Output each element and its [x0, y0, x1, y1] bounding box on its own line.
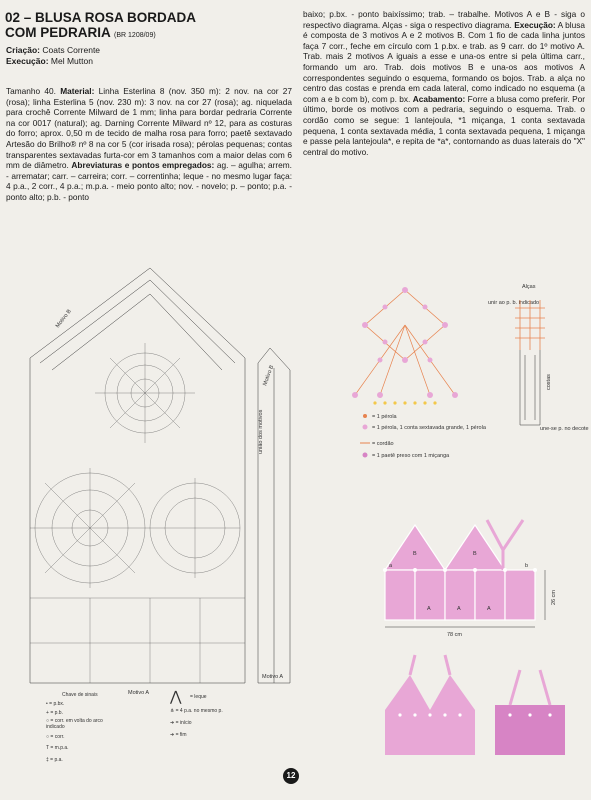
svg-text:A: A: [457, 606, 461, 612]
finished-top-illustration: [370, 655, 580, 760]
legend-fan-icon: ⋀: [170, 688, 182, 704]
label-ate-note: une-se p. no decote: [540, 426, 589, 432]
legend-end-icon: ➜: [170, 732, 175, 738]
bead-yellow-dots: [373, 401, 436, 404]
title-line-2: COM PEDRARIA: [5, 25, 111, 40]
legend-title: Chave de sinais: [62, 692, 98, 698]
svg-text:= 1 pérola, 1 conta sextavada: = 1 pérola, 1 conta sextavada grande, 1 pérola: [372, 425, 486, 431]
svg-text:= 1 pérola: = 1 pérola: [372, 414, 397, 420]
stitch-legend: Chave de sinais • = p.bx. + = p.b. ○ = corr. em volta do arco indicado ○ = corr. T = m.p.a. ‡ = p.a. ⋀ = leque ⋔ = 4 p.a. no mesmo p. ➜ = início ➜ = fim: [46, 688, 223, 763]
motivo-b-outline: [30, 268, 245, 683]
pattern-title: [5, 10, 295, 43]
svg-text:A: A: [427, 606, 431, 612]
label-motivo-a-2: Motivo A: [262, 674, 284, 680]
legend-pbx-icon: •: [46, 701, 48, 707]
label-costas: costas: [546, 374, 552, 390]
strap-beads: [515, 300, 545, 350]
legend-pa-icon: ‡: [46, 757, 49, 763]
bead-motif-lines: [355, 290, 455, 395]
motivo-a-radial-left: [30, 468, 150, 588]
instructions-section: baixo; p.bx. - ponto baixíssimo; trab. – trabalhe. Motivos A e B - siga o respectivo diagrama. Alças - siga o respectivo diagrama. Execução: A blusa é composta de 3 motivos A e 2 motivos B. Com 1 fio de cada linha juntos faça 7 corr., feche em círculo com 1 p.bx. e trab. as 9 carr. do 1º motivo A. Trab. mais 2 motivos A iguais a esse e una-os entre si pela última carr., formando um aro. Trab. dois motivos B e una-os aos motivos A correspondentes seguindo o esquema, formando os bojos. Trab. a alça no centro das costas e prenda em cada lateral, como indicado no esquema (a com a e b com b), com p. bx. Acabamento: Forre a blusa como preferir. Por último, borde os motivos com a pedraria, seguindo o esquema. Trab. o cordão como se segue: 1 lantejoula, *1 miçanga, 1 conta sextavada pequena, 1 conta sextavada média, 1 conta sextavada pequena, 1 miçanga e passe pela lantejoula*, e repita de *a*, contornando as duas laterais do "X" central do motivo.: [303, 9, 585, 157]
crochet-diagram: [0, 258, 300, 698]
bead-dots: [352, 287, 458, 398]
legend-mpa-icon: T: [46, 745, 49, 751]
svg-text:B: B: [473, 551, 477, 557]
strap-body: [520, 350, 540, 425]
pearl-legend-icon: [363, 414, 367, 418]
label-motivo-a-1: Motivo A: [128, 690, 150, 696]
schema-height-label: 26 cm: [551, 590, 557, 605]
schema-width-label: 78 cm: [447, 632, 462, 638]
execution-credit: Execução: Mel Mutton: [6, 56, 93, 66]
creation-credit: Criação: Coats Corrente: [6, 45, 101, 55]
label-alca-note: unir ao p. b. indicado: [488, 300, 540, 306]
material-section: Tamanho 40. Material: Linha Esterlina 8 (nov. 350 m): 2 nov. na cor 27 (rosa); linha Esterlina 5 (nov. 230 m): 3 nov. na cor 27 (rosa); ag. niquelada para crochê Corrente Milward de 1 mm; linha para bordar pedraria Corrente na cor 0017 (natural); ag. Darning Corrente Milward nº 12, para as costuras do forro; aprox. 0,50 m de tecido de malha rosa para forro; paetê sextavado Artesão do Brilho® nº 8 na cor 5 (cor irisada rosa); pérolas pequenas; contas transparentes sextavadas furta-cor em 3 tamanhos com a maior delas com 6 mm de diâmetro. Abreviaturas e pontos empregados: ag. – agulha; arrem. - arrematar; carr. – carreira; corr. – correntinha; leque - no mesmo lugar faça: 4 p.a., 2 corr., 4 p.a.; m.p.a. - meio ponto alto; nov. - novelo; p. – ponto; p.a. - ponto alto; p.b. - ponto: [6, 86, 293, 202]
legend-corr-arc-icon: ○: [46, 718, 50, 724]
svg-text:a: a: [389, 563, 393, 569]
legend-4pa-icon: ⋔: [170, 708, 175, 714]
legend-start-icon: ➜: [170, 720, 175, 726]
label-uniao: união dos motivos: [258, 409, 264, 454]
pattern-ref: (BR 1208/09): [114, 32, 156, 39]
label-motivo-b-top: Motivo B: [54, 308, 73, 330]
straps: [410, 655, 550, 705]
beading-diagram: [345, 285, 486, 465]
pearl-bead-legend-icon: [363, 425, 368, 430]
svg-text:A: A: [487, 606, 491, 612]
svg-text:b: b: [525, 563, 529, 569]
label-motivo-b-side: Motivo B: [262, 364, 276, 387]
lower-motif-grid: [30, 598, 245, 683]
back-piece: [495, 705, 565, 755]
side-strip-outline: [258, 348, 290, 683]
label-alcas: Alças: [522, 284, 536, 290]
assembly-schematic: [375, 515, 585, 640]
svg-text:= 1 paetê preso com 1 miçanga: = 1 paetê preso com 1 miçanga: [372, 453, 450, 459]
legend-corr-icon: ○: [46, 734, 50, 740]
motivo-a-radial-right: [150, 478, 240, 578]
svg-text:B: B: [413, 551, 417, 557]
legend-pb-icon: +: [46, 710, 49, 716]
page-number: 12: [283, 768, 299, 784]
svg-text:= cordão: = cordão: [372, 441, 394, 447]
title-line-1: 02 – BLUSA ROSA BORDADA: [5, 10, 197, 25]
sequin-legend-icon: [363, 453, 368, 458]
strap-diagram: [480, 280, 589, 440]
motivo-b-radial: [95, 343, 195, 443]
